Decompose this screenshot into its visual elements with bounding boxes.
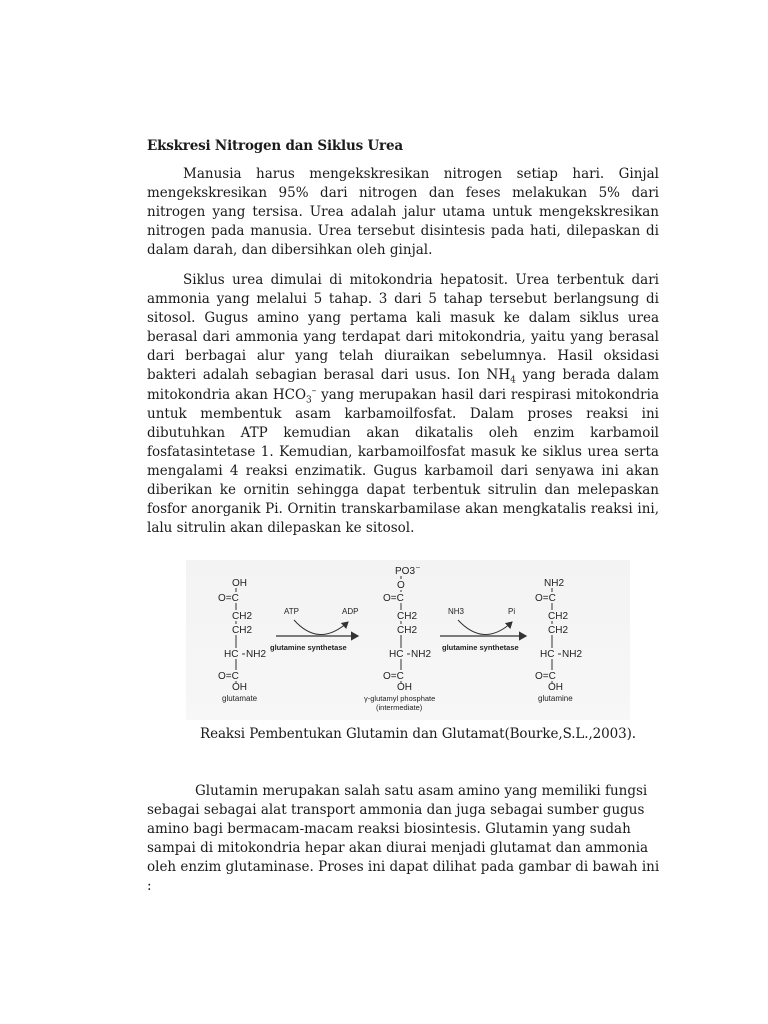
intermediate-ch2-b: CH2: [397, 625, 418, 636]
arrow1-atp: ATP: [284, 607, 299, 616]
arrow2-nh3: NH3: [448, 607, 465, 616]
nh4-subscript: 4: [510, 376, 516, 387]
intermediate-carbonyl-1: O=C: [383, 593, 404, 604]
intermediate-o: O: [397, 580, 405, 591]
intermediate-po3-charge: –: [416, 564, 420, 571]
paragraph-glutamine-text: Glutamin merupakan salah satu asam amino yang memiliki fungsi sebagai sebagai alat transport ammonia dan juga sebagai sumber gugus amino bagi bermacam-macam reaksi biosintesis. Glutamin yang sudah sampai di mitokondria hepar akan diurai menjadi glutamat dan ammonia oleh enzim glutaminase. Proses ini dapat dilihat pada gambar di bawah ini :: [147, 783, 660, 895]
intermediate-nh2: NH2: [411, 649, 432, 660]
hco3-subscript: 3: [306, 395, 312, 406]
paragraph-urea-cycle: [147, 271, 659, 538]
glutamine-bottom-oh: OH: [548, 682, 563, 693]
glutamine-hc: HC: [540, 649, 555, 660]
paragraph-urea-cycle-text-2: yang berada dalam mitokondria akan HCO: [147, 367, 659, 403]
arrow1-adp: ADP: [342, 607, 359, 616]
arrow1-enzyme: glutamine synthetase: [270, 643, 347, 652]
glutamate-top-oh: OH: [232, 578, 247, 589]
glutamate-carboxyl-1: O=C: [218, 593, 239, 604]
paragraph-glutamine: [147, 782, 667, 897]
glutamine-ch2-b: CH2: [548, 625, 569, 636]
glutamine-carboxyl: O=C: [535, 671, 556, 682]
glutamate-ch2-a: CH2: [232, 611, 253, 622]
intermediate-bottom-oh: OH: [397, 682, 412, 693]
glutamine-label: glutamine: [538, 694, 573, 703]
paragraph-urea-cycle-text-3: yang merupakan hasil dari respirasi mitokondria untuk membentuk asam karbamoilfosfat. Dalam proses reaksi ini dibutuhkan ATP kemudian akan dikatalis oleh enzim karbamoil fosfatasintetase 1. Kemudian, karbamoilfosfat masuk ke siklus urea serta mengalami 4 reaksi enzimatik. Gugus karbamoil dari senyawa ini akan diberikan ke ornitin sehingga dapat terbentuk sitrulin dan melepaskan fosfor anorganik Pi. Ornitin transkarbamilase akan mengkatalis reaksi ini, lalu sitrulin akan dilepaskan ke sitosol.: [147, 386, 659, 537]
intermediate-label-2: (intermediate): [376, 703, 423, 712]
glutamate-bottom-oh: OH: [232, 682, 247, 693]
arrow2-pi: Pi: [508, 607, 516, 616]
hco3-charge: –: [311, 386, 317, 397]
intermediate-ch2-a: CH2: [397, 611, 418, 622]
glutamine-ch2-a: CH2: [548, 611, 569, 622]
intermediate-carboxyl: O=C: [383, 671, 404, 682]
glutamine-top-nh2: NH2: [544, 578, 565, 589]
intermediate-hc: HC: [389, 649, 404, 660]
glutamine-amide-carbonyl: O=C: [535, 593, 556, 604]
intermediate-po3: PO3: [395, 566, 416, 577]
glutamate-label: glutamate: [222, 694, 258, 703]
glutamine-nh2: NH2: [562, 649, 583, 660]
glutamate-carboxyl-2: O=C: [218, 671, 239, 682]
glutamate-ch2-b: CH2: [232, 625, 253, 636]
glutamate-nh2: NH2: [246, 649, 267, 660]
figure-caption: Reaksi Pembentukan Glutamin dan Glutamat(Bourke,S.L.,2003).: [200, 726, 636, 742]
section-heading: Ekskresi Nitrogen dan Siklus Urea: [147, 138, 403, 154]
glutamate-hc: HC: [224, 649, 239, 660]
arrow2-enzyme: glutamine synthetase: [442, 643, 519, 652]
glutamine-synthesis-diagram: [186, 560, 630, 720]
paragraph-nitrogen-excretion: Manusia harus mengekskresikan nitrogen setiap hari. Ginjal mengekskresikan 95% dari nitrogen dan feses melakukan 5% dari nitrogen yang tersisa. Urea adalah jalur utama untuk mengekskresikan nitrogen pada manusia. Urea tersebut disintesis pada hati, dilepaskan di dalam darah, dan dibersihkan oleh ginjal.: [147, 166, 659, 259]
intermediate-label: γ-glutamyl phosphate: [364, 694, 436, 703]
paragraph-urea-cycle-text-1: Siklus urea dimulai di mitokondria hepatosit. Urea terbentuk dari ammonia yang melalui 5 tahap. 3 dari 5 tahap tersebut berlangsung di sitosol. Gugus amino yang pertama kali masuk ke dalam siklus urea berasal dari ammonia yang terdapat dari mitokondria, yaitu yang berasal dari berbagai alur yang telah diuraikan sebelumnya. Hasil oksidasi bakteri adalah sebagian berasal dari usus. Ion NH: [147, 272, 659, 384]
